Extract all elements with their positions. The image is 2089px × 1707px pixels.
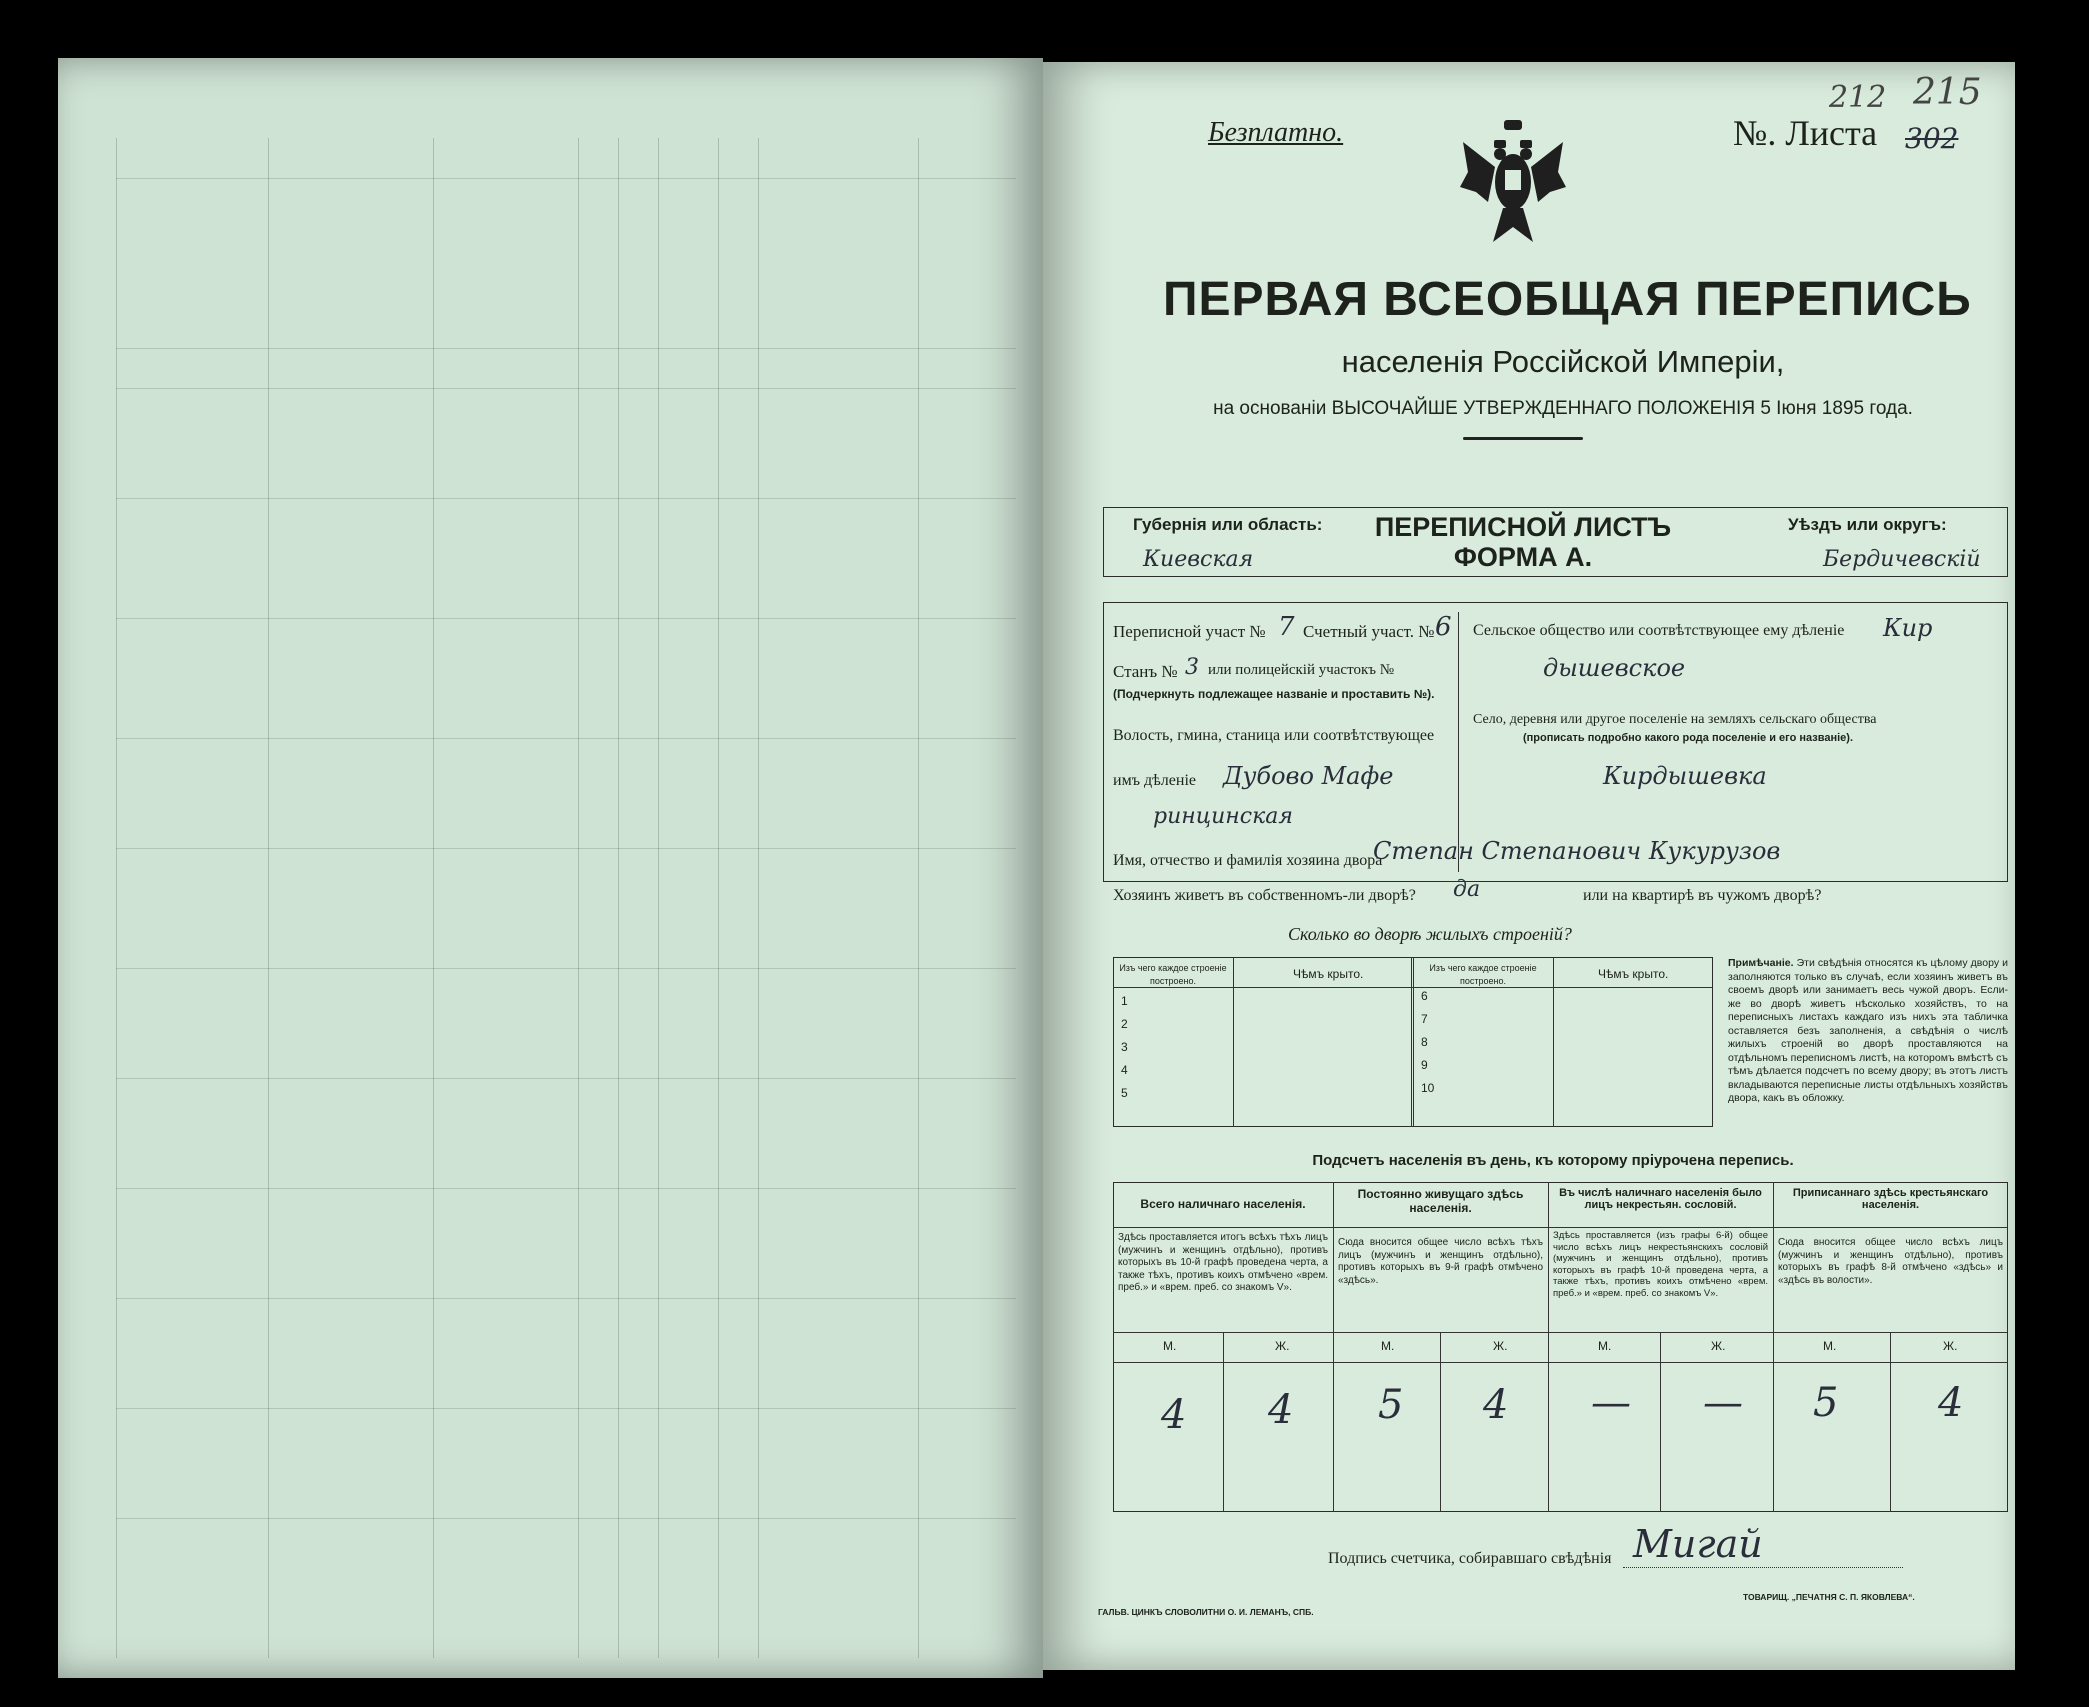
free-label: Безплатно.: [1208, 117, 1344, 148]
count-district-value: 6: [1435, 612, 1452, 642]
note: [1728, 957, 2008, 1106]
count-col2-desc: Сюда вносится общее число всѣхъ тѣхъ лицъ (мужчинъ и женщинъ отдѣльно), противъ которыхъ въ 9-й графѣ отмѣчено «здѣсь».: [1338, 1237, 1543, 1286]
count-col3-m-label: М.: [1598, 1339, 1612, 1353]
count-col1-f-label: Ж.: [1275, 1339, 1290, 1353]
sheet-number-struck: 302: [1905, 122, 1959, 155]
count-col3-f-value: —: [1703, 1380, 1743, 1426]
building-row-3: 3: [1121, 1040, 1128, 1054]
building-row-6: 6: [1421, 989, 1428, 1003]
form-title: ФОРМА А.: [1453, 542, 1593, 572]
archive-number-1: 212: [1829, 80, 1887, 115]
own-yard-value: да: [1453, 877, 1481, 902]
count-col3-m-value: —: [1591, 1380, 1631, 1426]
count-col3-desc: Здѣсь проставляется (изъ графы 6-й) общее число всѣхъ лицъ некрестьянскихъ сословій (мужчинъ и женщинъ отдѣльно), противъ которыхъ въ графѣ 10-й проведена черта, а также тѣхъ, противъ коихъ отмѣчено «врем. преб.» и «врем. преб. со знакомъ V».: [1553, 1230, 1768, 1299]
count-col2-f-label: Ж.: [1493, 1339, 1508, 1353]
building-row-4: 4: [1121, 1063, 1128, 1077]
count-col4-f-label: Ж.: [1943, 1339, 1958, 1353]
society-value: Кир: [1883, 614, 1933, 642]
col-roof-left: Чѣмъ крыто.: [1293, 967, 1364, 981]
buildings-question: Сколько во дворѣ жилыхъ строеній?: [1288, 924, 1572, 944]
stan-note: (Подчеркнуть подлежащее названіе и проставить №).: [1113, 687, 1435, 701]
village-note: (прописать подробно какого рода поселеніе и его названіе).: [1523, 732, 1854, 744]
left-page: [58, 58, 1043, 1678]
sheet-title: ПЕРЕПИСНОЙ ЛИСТЪ: [1374, 512, 1672, 542]
coat-of-arms-icon: [1458, 112, 1568, 262]
census-district-value: 7: [1278, 612, 1295, 642]
count-col1-f-value: 4: [1268, 1387, 1294, 1433]
count-col3-f-label: Ж.: [1711, 1339, 1726, 1353]
signature-label: Подпись счетчика, собиравшаго свѣдѣнія: [1328, 1550, 1612, 1567]
police-label: или полицейскій участокъ №: [1208, 662, 1395, 678]
stan-label: Станъ №: [1113, 662, 1178, 681]
archive-number-2: 215: [1913, 72, 1982, 113]
volost-label: Волость, гмина, станица или соотвѣтствующее: [1113, 727, 1435, 744]
count-col2-m-label: М.: [1381, 1339, 1395, 1353]
census-subtitle: населенія Россійской Имперіи,: [1341, 344, 1785, 379]
count-col2-f-value: 4: [1483, 1382, 1509, 1428]
province-value: Киевская: [1143, 547, 1254, 572]
building-row-5: 5: [1121, 1086, 1128, 1100]
col-material-right: Изъ чего каждое строеніе построено.: [1429, 963, 1537, 986]
count-col2-header: Постоянно живущаго здѣсь населенія.: [1357, 1187, 1524, 1215]
village-value: Кирдышевка: [1603, 762, 1767, 790]
col-material-left: Изъ чего каждое строеніе построено.: [1119, 963, 1227, 986]
count-district-label: Счетный участ. №: [1303, 622, 1435, 641]
census-district-label: Переписной участ №: [1113, 622, 1266, 641]
stan-value: 3: [1185, 655, 1199, 680]
volost-value-2: ринцинская: [1153, 804, 1293, 829]
count-title: Подсчетъ населенія въ день, къ которому пріурочена перепись.: [1312, 1152, 1794, 1169]
title-ornament: [1463, 437, 1583, 440]
count-col1-desc: Здѣсь проставляется итогъ всѣхъ тѣхъ лицъ (мужчинъ и женщинъ отдѣльно), противъ которыхъ въ 10-й графѣ проведена черта, а также тѣхъ, противъ коихъ отмѣчено «врем. преб.» и «врем. преб. со знакомъ V».: [1118, 1232, 1328, 1293]
note-text: Эти свѣдѣнія относятся къ цѣлому двору и заполняются только въ случаѣ, если хозяинъ живетъ въ своемъ дворѣ или занимаетъ весь чужой дворъ. Если-же во дворѣ живетъ нѣсколько хозяйствъ, то на переписныхъ листахъ каждаго изъ нихъ эта табличка оставляется безъ заполненія, а свѣдѣнія о числѣ жилыхъ строеній во дворѣ проставляются на отдѣльномъ переписномъ листѣ, на которомъ вмѣстѣ съ тѣмъ дѣлается подсчетъ по всему двору; въ этотъ листъ вкладываются переписные листы отдѣльныхъ хозяйствъ двора, какъ въ обложку.: [1728, 957, 2009, 1104]
count-col4-f-value: 4: [1938, 1380, 1964, 1426]
signature-value: Мигай: [1633, 1522, 1763, 1566]
building-row-7: 7: [1421, 1012, 1428, 1026]
building-row-10: 10: [1421, 1081, 1435, 1095]
footer-left: ГАЛЬВ. ЦИНКЪ СЛОВОЛИТНИ О. И. ЛЕМАНЪ, СПБ.: [1098, 1607, 1314, 1617]
own-yard-label: Хозяинъ живетъ въ собственномъ-ли дворѣ?: [1113, 887, 1416, 904]
building-row-1: 1: [1121, 994, 1128, 1008]
count-col4-header: Приписаннаго здѣсь крестьянскаго населенія.: [1792, 1187, 1989, 1211]
building-row-8: 8: [1421, 1035, 1428, 1049]
count-col4-desc: Сюда вносится общее число всѣхъ лицъ (мужчинъ и женщинъ отдѣльно), противъ которыхъ въ графѣ 8-й отмѣчено «здѣсь» и «здѣсь въ волости».: [1778, 1237, 2003, 1286]
signature-line: [1623, 1567, 1903, 1568]
sheet-number-label: №. Листа: [1733, 113, 1878, 153]
society-label: Сельское общество или соотвѣтствующее ему дѣленіе: [1473, 622, 1845, 639]
district-value: Бердичевскій: [1823, 547, 1981, 572]
village-label: Село, деревня или другое поселеніе на земляхъ сельскаго общества: [1473, 712, 1877, 727]
count-col1-m-label: М.: [1163, 1339, 1177, 1353]
right-page: [1043, 62, 2015, 1670]
count-col2-m-value: 5: [1378, 1382, 1404, 1428]
count-col1-header: Всего наличнаго населенія.: [1140, 1197, 1306, 1211]
census-basis: на основаніи ВЫСОЧАЙШЕ УТВЕРЖДЕННАГО ПОЛОЖЕНІЯ 5 Іюня 1895 года.: [1213, 398, 1913, 419]
census-title: ПЕРВАЯ ВСЕОБЩАЯ ПЕРЕПИСЬ: [1163, 273, 1972, 326]
count-col3-header: Въ числѣ наличнаго населенія было лицъ некрестьян. сословій.: [1559, 1187, 1762, 1211]
volost-label-2: имъ дѣленіе: [1113, 772, 1196, 789]
count-col1-m-value: 4: [1161, 1392, 1187, 1438]
building-row-9: 9: [1421, 1058, 1428, 1072]
owner-label: Имя, отчество и фамилія хозяина двора: [1113, 852, 1383, 869]
volost-value: Дубово Мафе: [1223, 762, 1394, 790]
rent-label: или на квартирѣ въ чужомъ дворѣ?: [1583, 887, 1822, 904]
building-row-2: 2: [1121, 1017, 1128, 1031]
footer-right: ТОВАРИЩ. „ПЕЧАТНЯ С. П. ЯКОВЛЕВА“.: [1743, 1592, 1915, 1602]
col-roof-right: Чѣмъ крыто.: [1598, 967, 1669, 981]
count-col4-m-value: 5: [1813, 1380, 1839, 1426]
society-value-2: дышевское: [1543, 654, 1686, 682]
province-label: Губернія или область:: [1133, 515, 1323, 534]
owner-value: Степан Степанович Кукурузов: [1373, 837, 1781, 865]
count-col4-m-label: М.: [1823, 1339, 1837, 1353]
district-label: Уѣздъ или округъ:: [1788, 515, 1947, 534]
note-label: Примѣчаніе.: [1728, 957, 1794, 969]
